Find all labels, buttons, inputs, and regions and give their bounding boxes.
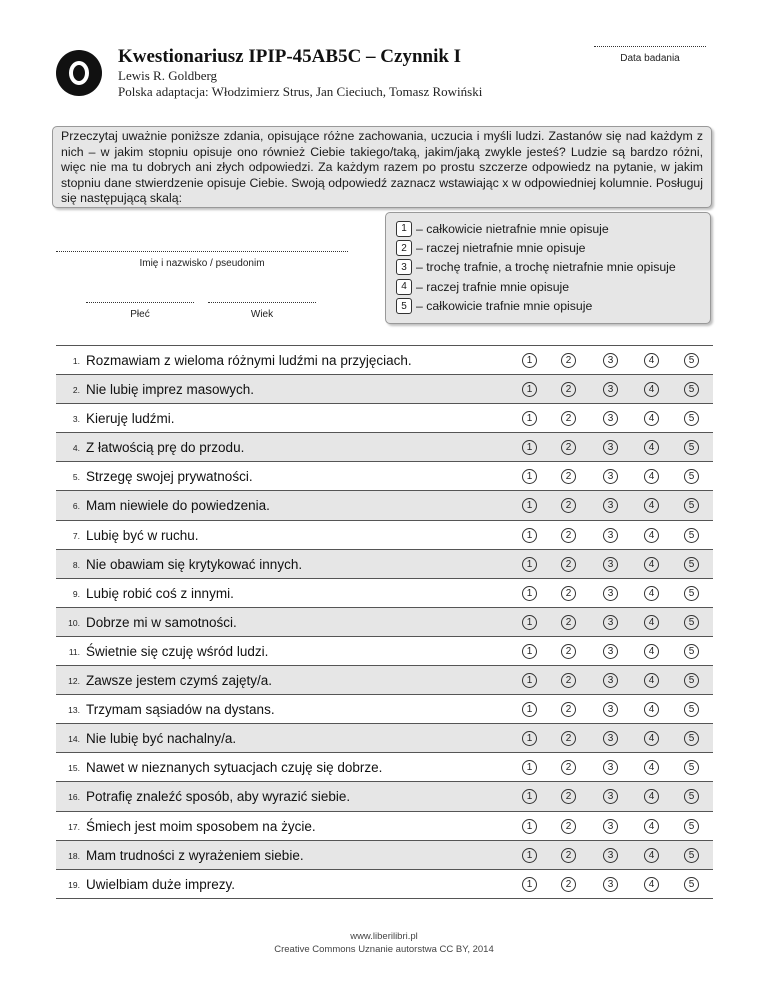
answer-option-5[interactable]: 5 [684,469,699,484]
scale-number: 5 [396,298,412,314]
question-row [56,695,713,724]
question-row [56,462,713,491]
answer-option-5[interactable]: 5 [684,382,699,397]
answer-option-1[interactable]: 1 [522,673,537,688]
answer-option-2[interactable]: 2 [561,615,576,630]
answer-option-1[interactable]: 1 [522,498,537,513]
question-text: Świetnie się czuję wśród ludzi. [86,643,269,659]
answer-option-5[interactable]: 5 [684,644,699,659]
question-text: Z łatwością prę do przodu. [86,440,245,456]
answer-option-5[interactable]: 5 [684,586,699,601]
age-label: Wiek [250,309,274,320]
answer-option-3[interactable]: 3 [603,498,618,513]
scale-item [396,277,700,296]
answer-option-4[interactable]: 4 [644,557,659,572]
answer-option-3[interactable]: 3 [603,760,618,775]
answer-option-4[interactable]: 4 [644,819,659,834]
answer-option-3[interactable]: 3 [603,789,618,804]
question-text: Nie lubię być nachalny/a. [86,731,237,747]
answer-option-3[interactable]: 3 [603,528,618,543]
answer-option-3[interactable]: 3 [603,702,618,717]
answer-option-5[interactable]: 5 [684,440,699,455]
answer-option-4[interactable]: 4 [644,586,659,601]
question-text: Dobrze mi w samotności. [86,614,237,630]
answer-option-2[interactable]: 2 [561,353,576,368]
answer-option-4[interactable]: 4 [644,789,659,804]
question-row [56,550,713,579]
answer-option-3[interactable]: 3 [603,469,618,484]
answer-option-2[interactable]: 2 [561,731,576,746]
question-text: Nawet w nieznanych sytuacjach czuję się dobrze. [86,760,383,776]
question-number: 7. [72,530,80,541]
answer-option-3[interactable]: 3 [603,819,618,834]
answer-option-4[interactable]: 4 [644,498,659,513]
question-row [56,346,713,375]
question-text: Rozmawiam z wieloma różnymi ludźmi na przyjęciach. [86,353,412,368]
answer-option-1[interactable]: 1 [522,760,537,775]
answer-option-4[interactable]: 4 [644,469,659,484]
answer-option-2[interactable]: 2 [561,789,576,804]
answer-option-5[interactable]: 5 [684,877,699,892]
answer-option-1[interactable]: 1 [522,382,537,397]
answer-option-5[interactable]: 5 [684,760,699,775]
answer-option-4[interactable]: 4 [644,440,659,455]
answer-option-1[interactable]: 1 [522,586,537,601]
answer-option-1[interactable]: 1 [522,469,537,484]
answer-option-5[interactable]: 5 [684,819,699,834]
question-number: 4. [72,443,80,454]
question-row [56,433,713,462]
answer-option-1[interactable]: 1 [522,789,537,804]
question-number: 12. [68,676,80,687]
answer-option-4[interactable]: 4 [644,848,659,863]
answer-option-3[interactable]: 3 [603,440,618,455]
sex-label: Płeć [130,309,150,320]
question-text: Mam trudności z wyrażeniem siebie. [86,847,304,863]
date-field[interactable] [594,46,706,47]
adaptation-credits: Polska adaptacja: Włodzimierz Strus, Jan Cieciuch, Tomasz Rowiński [118,84,483,99]
answer-option-5[interactable]: 5 [684,731,699,746]
question-number: 10. [68,617,80,628]
question-text: Uwielbiam duże imprezy. [86,876,236,892]
question-text: Zawsze jestem czymś zajęty/a. [86,673,273,689]
answer-option-3[interactable]: 3 [603,673,618,688]
answer-option-1[interactable]: 1 [522,644,537,659]
footer [0,930,768,956]
scale-number: 4 [396,279,412,295]
answer-option-5[interactable]: 5 [684,702,699,717]
question-row [56,841,713,870]
question-row [56,870,713,899]
footer-license: Creative Commons Uznanie autorstwa CC BY, 2014 [274,944,494,955]
answer-option-4[interactable]: 4 [644,877,659,892]
question-text: Nie obawiam się krytykować innych. [86,556,303,572]
age-field[interactable] [208,302,316,303]
question-row [56,375,713,404]
answer-option-5[interactable]: 5 [684,528,699,543]
answer-option-4[interactable]: 4 [644,615,659,630]
scale-label: – całkowicie nietrafnie mnie opisuje [416,221,609,236]
question-text: Nie lubię imprez masowych. [86,382,255,398]
question-number: 14. [68,734,80,745]
answer-option-3[interactable]: 3 [603,382,618,397]
footer-site: www.liberilibri.pl [350,931,418,942]
scale-number: 2 [396,240,412,256]
answer-option-4[interactable]: 4 [644,644,659,659]
question-text: Kieruję ludźmi. [86,411,175,427]
answer-option-2[interactable]: 2 [561,440,576,455]
answer-option-1[interactable]: 1 [522,440,537,455]
answer-option-4[interactable]: 4 [644,760,659,775]
scale-item [396,297,700,316]
answer-option-3[interactable]: 3 [603,353,618,368]
scale-label: – raczej trafnie mnie opisuje [416,279,570,294]
question-row [56,782,713,811]
answer-option-4[interactable]: 4 [644,673,659,688]
answer-option-4[interactable]: 4 [644,411,659,426]
name-label: Imię i nazwisko / pseudonim [139,258,265,269]
question-number: 16. [68,792,80,803]
answer-option-1[interactable]: 1 [522,353,537,368]
question-text: Lubię być w ruchu. [86,527,199,543]
answer-option-5[interactable]: 5 [684,848,699,863]
sex-field[interactable] [86,302,194,303]
scale-item [396,238,700,257]
answer-option-2[interactable]: 2 [561,673,576,688]
answer-option-1[interactable]: 1 [522,528,537,543]
answer-option-3[interactable]: 3 [603,848,618,863]
question-number: 18. [68,850,80,861]
question-number: 5. [72,472,80,483]
question-number: 8. [72,559,80,570]
answer-option-5[interactable]: 5 [684,353,699,368]
scale-item [396,219,700,238]
question-row [56,404,713,433]
answer-option-2[interactable]: 2 [561,586,576,601]
question-row [56,724,713,753]
author: Lewis R. Goldberg [118,68,218,83]
answer-option-1[interactable]: 1 [522,557,537,572]
answer-option-2[interactable]: 2 [561,469,576,484]
question-text: Mam niewiele do powiedzenia. [86,498,270,514]
question-number: 11. [68,646,80,657]
answer-option-1[interactable]: 1 [522,848,537,863]
question-row [56,521,713,550]
name-field[interactable] [56,251,348,252]
question-row [56,666,713,695]
answer-option-4[interactable]: 4 [644,382,659,397]
question-text: Śmiech jest moim sposobem na życie. [86,818,316,834]
question-number: 17. [68,821,80,832]
question-row [56,637,713,666]
answer-option-2[interactable]: 2 [561,382,576,397]
answer-option-3[interactable]: 3 [603,644,618,659]
question-row [56,608,713,637]
answer-option-1[interactable]: 1 [522,819,537,834]
instructions-box: Przeczytaj uważnie poniższe zdania, opisujące różne zachowania, uczucia i myśli ludzi. Zastanów się nad każdym z nich – w jakim stopniu opisuje ono również Ciebie takiego/taką, jakim/jaką zwykle jesteś? Ludzie są bardzo różni, więc nie ma tu dobrych ani złych odpowiedzi. Za każdym razem po prostu szczerze odpowiedz na pytanie, w jakim stopniu dane stwierdzenie opisuje Ciebie. Swoją odpowiedź zaznacz wstawiając x w odpowiedniej kolumnie. Posługuj się następującą skalą: [52,126,712,208]
question-row [56,491,713,520]
answer-option-1[interactable]: 1 [522,731,537,746]
answer-option-1[interactable]: 1 [522,411,537,426]
answer-option-4[interactable]: 4 [644,528,659,543]
answer-option-1[interactable]: 1 [522,615,537,630]
answer-option-5[interactable]: 5 [684,615,699,630]
answer-option-4[interactable]: 4 [644,731,659,746]
answer-option-2[interactable]: 2 [561,877,576,892]
answer-option-1[interactable]: 1 [522,877,537,892]
answer-option-3[interactable]: 3 [603,615,618,630]
answer-option-2[interactable]: 2 [561,760,576,775]
answer-option-1[interactable]: 1 [522,702,537,717]
page-title: Kwestionariusz IPIP-45AB5C – Czynnik I [118,46,462,67]
answer-option-3[interactable]: 3 [603,731,618,746]
question-number: 6. [72,501,80,512]
scale-legend [385,212,711,324]
question-row [56,579,713,608]
answer-option-3[interactable]: 3 [603,557,618,572]
answer-option-3[interactable]: 3 [603,586,618,601]
question-number: 1. [72,356,80,366]
answer-option-2[interactable]: 2 [561,819,576,834]
scale-number: 3 [396,259,412,275]
questionnaire-table [56,345,713,899]
answer-option-4[interactable]: 4 [644,353,659,368]
scale-number: 1 [396,221,412,237]
answer-option-2[interactable]: 2 [561,644,576,659]
answer-option-5[interactable]: 5 [684,789,699,804]
answer-option-5[interactable]: 5 [684,498,699,513]
question-number: 9. [72,588,80,599]
date-label: Data badania [620,53,680,64]
answer-option-3[interactable]: 3 [603,411,618,426]
question-number: 15. [68,763,80,774]
answer-option-2[interactable]: 2 [561,557,576,572]
question-number: 3. [72,414,80,425]
scale-label: – trochę trafnie, a trochę nietrafnie mnie opisuje [416,260,676,275]
scale-item [396,258,700,277]
question-row [56,812,713,841]
answer-option-2[interactable]: 2 [561,702,576,717]
answer-option-2[interactable]: 2 [561,498,576,513]
answer-option-2[interactable]: 2 [561,528,576,543]
answer-option-4[interactable]: 4 [644,702,659,717]
answer-option-2[interactable]: 2 [561,848,576,863]
answer-option-5[interactable]: 5 [684,411,699,426]
question-text: Strzegę swojej prywatności. [86,469,253,485]
answer-option-5[interactable]: 5 [684,557,699,572]
scale-label: – raczej nietrafnie mnie opisuje [416,241,586,256]
question-text: Lubię robić coś z innymi. [86,585,234,601]
question-number: 13. [68,705,80,716]
answer-option-5[interactable]: 5 [684,673,699,688]
answer-option-3[interactable]: 3 [603,877,618,892]
question-text: Potrafię znaleźć sposób, aby wyrazić siebie. [86,789,351,805]
logo [56,50,102,96]
question-number: 19. [68,879,80,890]
answer-option-2[interactable]: 2 [561,411,576,426]
question-number: 2. [72,385,80,396]
scale-label: – całkowicie trafnie mnie opisuje [416,299,593,314]
question-text: Trzymam sąsiadów na dystans. [86,702,275,718]
question-row [56,753,713,782]
